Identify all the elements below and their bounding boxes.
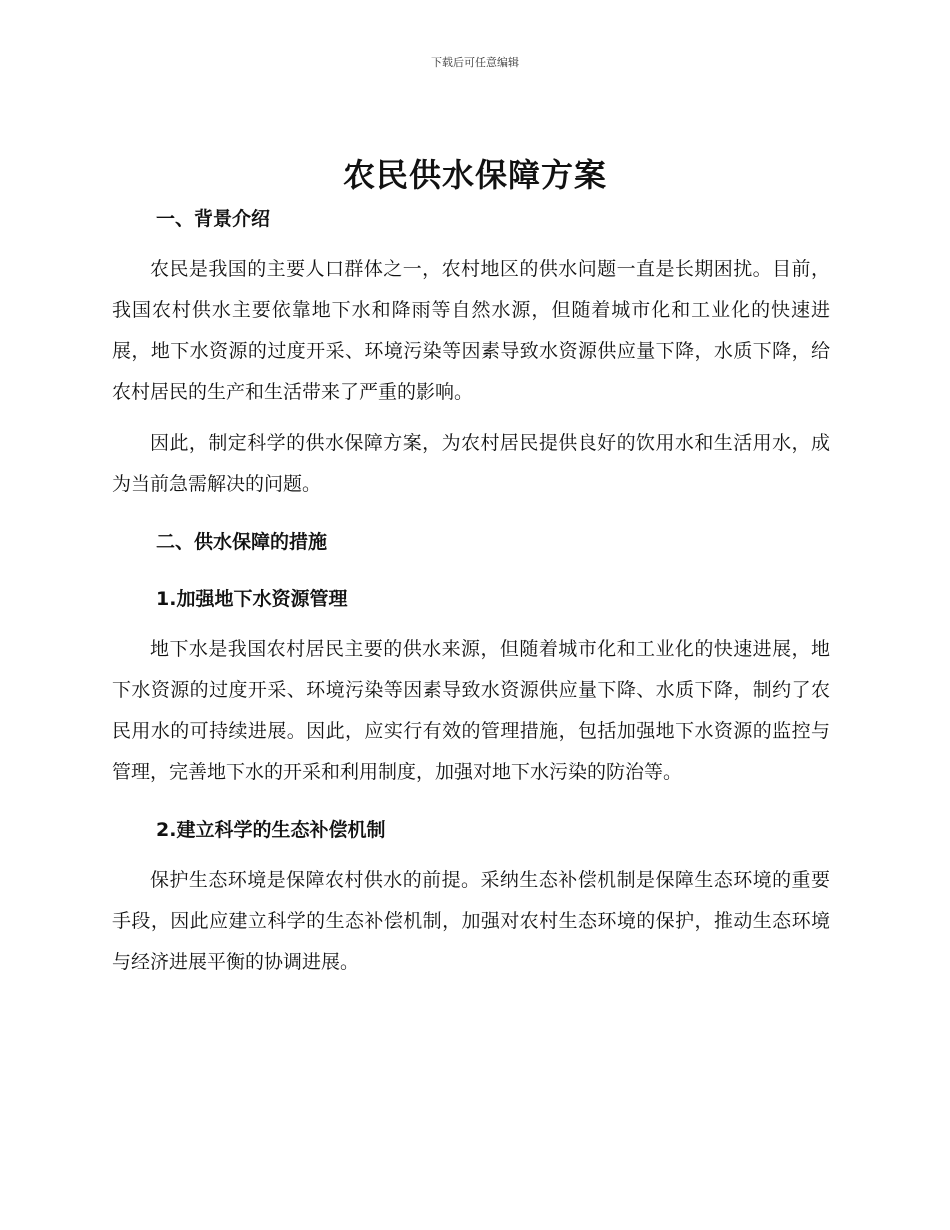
section-heading-measures: 二、供水保障的措施 <box>156 531 328 553</box>
page-header: 下载后可任意编辑 <box>431 56 519 69</box>
paragraph-background-2: 因此，制定科学的供水保障方案，为农村居民提供良好的饮用水和生活用水，成为当前急需解决的问题。 <box>112 432 830 495</box>
subsection-heading-eco-compensation: 2.建立科学的生态补偿机制 <box>156 819 386 841</box>
paragraph-background-1: 农民是我国的主要人口群体之一，农村地区的供水问题一直是长期困扰。目前，我国农村供水主要依靠地下水和降雨等自然水源，但随着城市化和工业化的快速进展，地下水资源的过度开采、环境污染等因素导致水资源供应量下降，水质下降，给农村居民的生产和生活带来了严重的影响。 <box>112 258 830 403</box>
document-body <box>112 204 830 983</box>
section-heading-background: 一、背景介绍 <box>156 208 271 230</box>
document-title: 农民供水保障方案 <box>342 156 607 194</box>
subsection-heading-groundwater: 1.加强地下水资源管理 <box>156 588 348 610</box>
paragraph-groundwater: 地下水是我国农村居民主要的供水来源，但随着城市化和工业化的快速进展，地下水资源的过度开采、环境污染等因素导致水资源供应量下降、水质下降，制约了农民用水的可持续进展。因此，应实行有效的管理措施，包括加强地下水资源的监控与管理，完善地下水的开采和利用制度，加强对地下水污染的防治等。 <box>112 638 830 783</box>
paragraph-eco-compensation: 保护生态环境是保障农村供水的前提。采纳生态补偿机制是保障生态环境的重要手段，因此应建立科学的生态补偿机制，加强对农村生态环境的保护，推动生态环境与经济进展平衡的协调进展。 <box>112 869 830 973</box>
